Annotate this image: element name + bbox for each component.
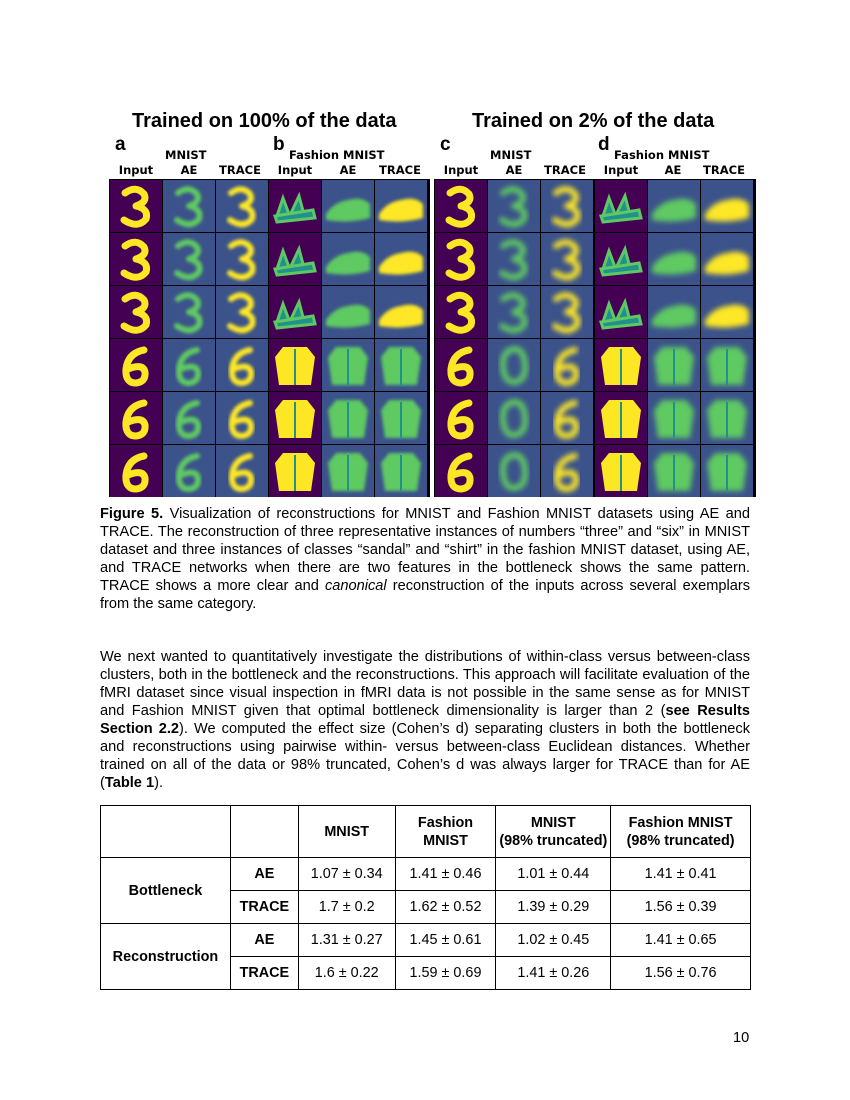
table-cell: 1.62 ± 0.52	[395, 891, 496, 924]
image-tile	[701, 286, 753, 338]
image-tile	[216, 233, 268, 285]
panel-letter-b: b	[273, 134, 285, 155]
header-empty-2	[230, 806, 298, 858]
image-tile	[595, 339, 647, 391]
header-mnist	[298, 806, 395, 858]
image-tile	[648, 180, 700, 232]
image-tile	[488, 445, 540, 497]
group-label-bottleneck: Bottleneck	[101, 858, 231, 924]
table-cell: 1.45 ± 0.61	[395, 924, 496, 957]
method-label: TRACE	[230, 891, 298, 924]
image-tile	[595, 180, 647, 232]
figure-image-grid	[434, 179, 596, 497]
panel-c-grid	[434, 179, 596, 497]
table-cell: 1.56 ± 0.76	[611, 957, 751, 990]
image-tile	[541, 392, 593, 444]
panel-d-dataset: Fashion MNIST	[614, 148, 710, 162]
figure-title-left: Trained on 100% of the data	[132, 110, 397, 132]
image-tile	[435, 180, 487, 232]
col-label-input-c: Input	[443, 163, 479, 177]
image-tile	[435, 445, 487, 497]
image-tile	[375, 286, 427, 338]
image-tile	[110, 233, 162, 285]
image-tile	[269, 392, 321, 444]
col-label-ae-a: AE	[180, 163, 198, 177]
results-section-ref[interactable]: see Results Section 2.2	[100, 703, 750, 737]
image-tile	[701, 339, 753, 391]
image-tile	[595, 233, 647, 285]
header-line: Fashion	[417, 814, 474, 831]
method-label: AE	[230, 924, 298, 957]
image-tile	[488, 233, 540, 285]
image-tile	[163, 286, 215, 338]
panel-letter-c: c	[440, 134, 451, 155]
image-tile	[110, 286, 162, 338]
image-tile	[216, 339, 268, 391]
table-cell: 1.07 ± 0.34	[298, 858, 395, 891]
table-cell: 1.41 ± 0.41	[611, 858, 751, 891]
col-label-trace-a: TRACE	[219, 163, 261, 177]
image-tile	[435, 286, 487, 338]
image-tile	[488, 180, 540, 232]
body-text-2: ). We computed the effect size (Cohen’s d) separating clusters in both the bottleneck and reconstructions using pairwise within- versus between-class Euclidean distances. Whether trained on all of the data or 98% truncated, Cohen’s d was always larger for TRACE than for AE (	[100, 721, 750, 791]
image-tile	[701, 233, 753, 285]
method-label: AE	[230, 858, 298, 891]
col-label-ae-b: AE	[339, 163, 357, 177]
col-label-input-a: Input	[118, 163, 154, 177]
header-mnist-truncated	[496, 806, 611, 858]
image-tile	[701, 445, 753, 497]
table-ref[interactable]: Table 1	[104, 775, 155, 791]
image-tile	[701, 180, 753, 232]
figure-image-grid	[268, 179, 430, 497]
figure-image-grid	[109, 179, 271, 497]
image-tile	[595, 286, 647, 338]
page-number: 10	[733, 1030, 750, 1046]
image-tile	[488, 392, 540, 444]
table-cell: 1.01 ± 0.44	[496, 858, 611, 891]
image-tile	[110, 339, 162, 391]
image-tile	[375, 339, 427, 391]
image-tile	[375, 180, 427, 232]
header-line: (98% truncated)	[626, 832, 735, 849]
table-cell: 1.7 ± 0.2	[298, 891, 395, 924]
image-tile	[216, 445, 268, 497]
panel-d-grid	[594, 179, 756, 497]
image-tile	[163, 392, 215, 444]
caption-italic: canonical	[324, 578, 387, 594]
col-label-ae-c: AE	[505, 163, 523, 177]
image-tile	[322, 233, 374, 285]
header-line: (98% truncated)	[499, 832, 608, 849]
group-label-reconstruction: Reconstruction	[101, 924, 231, 990]
table-cell: 1.59 ± 0.69	[395, 957, 496, 990]
image-tile	[595, 445, 647, 497]
table-row	[101, 858, 751, 891]
image-tile	[269, 339, 321, 391]
header-fashion-mnist-truncated	[611, 806, 751, 858]
image-tile	[648, 286, 700, 338]
image-tile	[595, 392, 647, 444]
image-tile	[375, 233, 427, 285]
image-tile	[488, 286, 540, 338]
method-label: TRACE	[230, 957, 298, 990]
image-tile	[110, 392, 162, 444]
col-label-trace-d: TRACE	[703, 163, 745, 177]
col-label-input-d: Input	[603, 163, 639, 177]
header-line: MNIST	[530, 814, 576, 831]
table-cell: 1.6 ± 0.22	[298, 957, 395, 990]
panel-c-dataset: MNIST	[490, 148, 532, 162]
figure-title-right: Trained on 2% of the data	[472, 110, 715, 132]
body-text-3: ).	[154, 775, 164, 791]
image-tile	[541, 445, 593, 497]
table-header-row	[101, 806, 751, 858]
col-label-input-b: Input	[277, 163, 313, 177]
image-tile	[163, 339, 215, 391]
image-tile	[648, 392, 700, 444]
image-tile	[375, 445, 427, 497]
image-tile	[163, 180, 215, 232]
image-tile	[163, 445, 215, 497]
image-tile	[648, 339, 700, 391]
image-tile	[110, 180, 162, 232]
image-tile	[163, 233, 215, 285]
image-tile	[648, 445, 700, 497]
image-tile	[110, 445, 162, 497]
table-cell: 1.41 ± 0.65	[611, 924, 751, 957]
figure-caption	[100, 505, 750, 613]
image-tile	[269, 180, 321, 232]
image-tile	[541, 180, 593, 232]
image-tile	[541, 233, 593, 285]
results-table	[100, 805, 751, 990]
header-empty-1	[101, 806, 231, 858]
col-label-trace-b: TRACE	[379, 163, 421, 177]
table-cell: 1.41 ± 0.46	[395, 858, 496, 891]
table-cell: 1.39 ± 0.29	[496, 891, 611, 924]
table-cell: 1.41 ± 0.26	[496, 957, 611, 990]
table-cell: 1.31 ± 0.27	[298, 924, 395, 957]
panel-letter-a: a	[115, 134, 126, 155]
image-tile	[701, 392, 753, 444]
table-cell: 1.02 ± 0.45	[496, 924, 611, 957]
caption-label: Figure 5.	[100, 506, 164, 522]
col-label-ae-d: AE	[664, 163, 682, 177]
panel-b-grid	[268, 179, 430, 497]
panel-b-dataset: Fashion MNIST	[289, 148, 385, 162]
image-tile	[648, 233, 700, 285]
header-line: MNIST	[324, 823, 370, 840]
panel-letter-d: d	[598, 134, 610, 155]
image-tile	[488, 339, 540, 391]
image-tile	[435, 233, 487, 285]
table-cell: 1.56 ± 0.39	[611, 891, 751, 924]
image-tile	[322, 392, 374, 444]
image-tile	[216, 392, 268, 444]
image-tile	[435, 392, 487, 444]
caption-text-2: reconstruction of the inputs across several exemplars from the same category.	[100, 578, 750, 612]
image-tile	[216, 180, 268, 232]
table-row	[101, 924, 751, 957]
image-tile	[269, 445, 321, 497]
panel-a-dataset: MNIST	[165, 148, 207, 162]
figure-image-grid	[594, 179, 756, 497]
image-tile	[269, 286, 321, 338]
header-line: Fashion MNIST	[628, 814, 733, 831]
image-tile	[375, 392, 427, 444]
panel-a-grid	[109, 179, 271, 497]
image-tile	[435, 339, 487, 391]
image-tile	[322, 180, 374, 232]
col-label-trace-c: TRACE	[544, 163, 586, 177]
body-text-1: We next wanted to quantitatively investigate the distributions of within-class versus between-class clusters, both in the bottleneck and the reconstructions. This approach will facilitate evaluation of the fMRI dataset since visual inspection in fMRI data is not possible in the same sense as for MNIST and Fashion MNIST given that optimal bottleneck dimensionality is larger than 2 (	[100, 649, 750, 719]
image-tile	[322, 339, 374, 391]
body-paragraph	[100, 648, 750, 792]
image-tile	[322, 286, 374, 338]
image-tile	[541, 339, 593, 391]
image-tile	[269, 233, 321, 285]
image-tile	[216, 286, 268, 338]
header-line: MNIST	[423, 832, 468, 849]
image-tile	[541, 286, 593, 338]
header-fashion-mnist	[395, 806, 496, 858]
image-tile	[322, 445, 374, 497]
caption-text-1: Visualization of reconstructions for MNIST and Fashion MNIST datasets using AE and TRACE. The reconstruction of three representative instances of numbers “three” and “six” in MNIST dataset and three instances of classes “sandal” and “shirt” in the fashion MNIST dataset, using AE, and TRACE networks when there are two features in the bottleneck shows the same pattern. TRACE shows a more clear and	[100, 506, 750, 594]
